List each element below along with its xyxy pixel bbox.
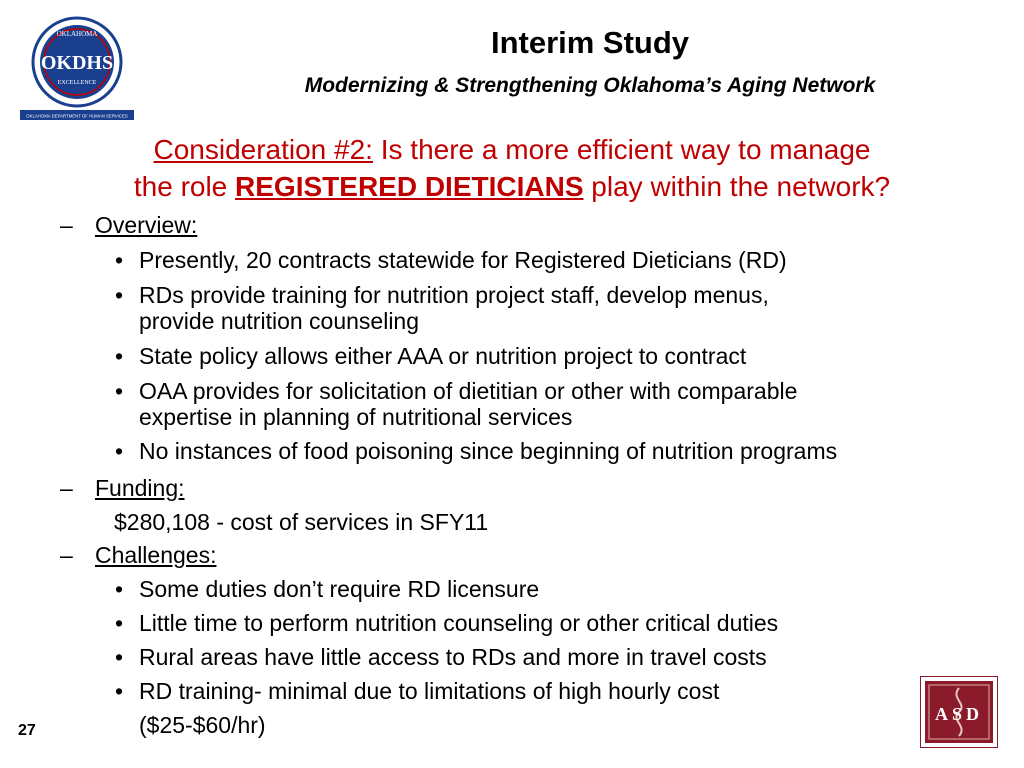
- challenges-bullet: Little time to perform nutrition counseling or other critical duties: [139, 610, 779, 636]
- overview-bullet: RDs provide training for nutrition project staff, develop menus,: [139, 282, 769, 308]
- dash-marker: –: [60, 542, 73, 568]
- bullet-marker: •: [115, 610, 124, 636]
- overview-heading: Overview:: [95, 212, 198, 238]
- dash-marker: –: [60, 475, 73, 501]
- consideration-heading: [0, 131, 1024, 205]
- bullet-marker: •: [115, 678, 124, 704]
- overview-bullet-cont: expertise in planning of nutritional services: [139, 404, 573, 430]
- bullet-marker: •: [115, 343, 124, 369]
- okdhs-logo: [18, 14, 136, 122]
- overview-bullet: No instances of food poisoning since beginning of nutrition programs: [139, 438, 838, 464]
- overview-bullet: Presently, 20 contracts statewide for Registered Dieticians (RD): [139, 247, 787, 273]
- bullet-marker: •: [115, 576, 124, 602]
- dash-marker: –: [60, 212, 73, 238]
- consideration-line1: Is there a more efficient way to manage: [372, 134, 871, 165]
- logo-banner-text: OKLAHOMA DEPARTMENT OF HUMAN SERVICES: [26, 113, 128, 119]
- consideration-line2-post: play within the network?: [583, 171, 891, 202]
- challenges-heading: Challenges:: [95, 542, 217, 568]
- asd-logo: [920, 676, 998, 748]
- asd-logo-text: ASD: [934, 704, 984, 724]
- challenges-bullet: Rural areas have little access to RDs and more in travel costs: [139, 644, 767, 670]
- funding-text: $280,108 - cost of services in SFY11: [114, 509, 489, 535]
- logo-mid-text: OKDHS: [40, 52, 114, 74]
- challenges-bullet: Some duties don’t require RD licensure: [139, 576, 540, 602]
- bullet-marker: •: [115, 282, 124, 308]
- challenges-bullet: RD training- minimal due to limitations of high hourly cost: [139, 678, 720, 704]
- consideration-emphasis: REGISTERED DIETICIANS: [235, 171, 584, 202]
- logo-top-text: OKLAHOMA: [56, 30, 98, 38]
- bullet-marker: •: [115, 644, 124, 670]
- consideration-label: Consideration #2:: [153, 134, 373, 165]
- bullet-marker: •: [115, 378, 124, 404]
- consideration-line2-pre: the role: [133, 171, 236, 202]
- slide-subtitle: Modernizing & Strengthening Oklahoma’s Aging Network: [304, 74, 876, 97]
- logo-bottom-text: EXCELLENCE: [57, 80, 97, 86]
- funding-heading: Funding:: [95, 475, 185, 501]
- overview-bullet-cont: provide nutrition counseling: [139, 308, 420, 334]
- slide-title: Interim Study: [490, 25, 690, 60]
- bullet-marker: •: [115, 438, 124, 464]
- page-number: 27: [18, 722, 36, 739]
- overview-bullet: State policy allows either AAA or nutrition project to contract: [139, 343, 747, 369]
- overview-bullet: OAA provides for solicitation of dietitian or other with comparable: [139, 378, 798, 404]
- bullet-marker: •: [115, 247, 124, 273]
- challenges-bullet-cont: ($25-$60/hr): [139, 712, 266, 738]
